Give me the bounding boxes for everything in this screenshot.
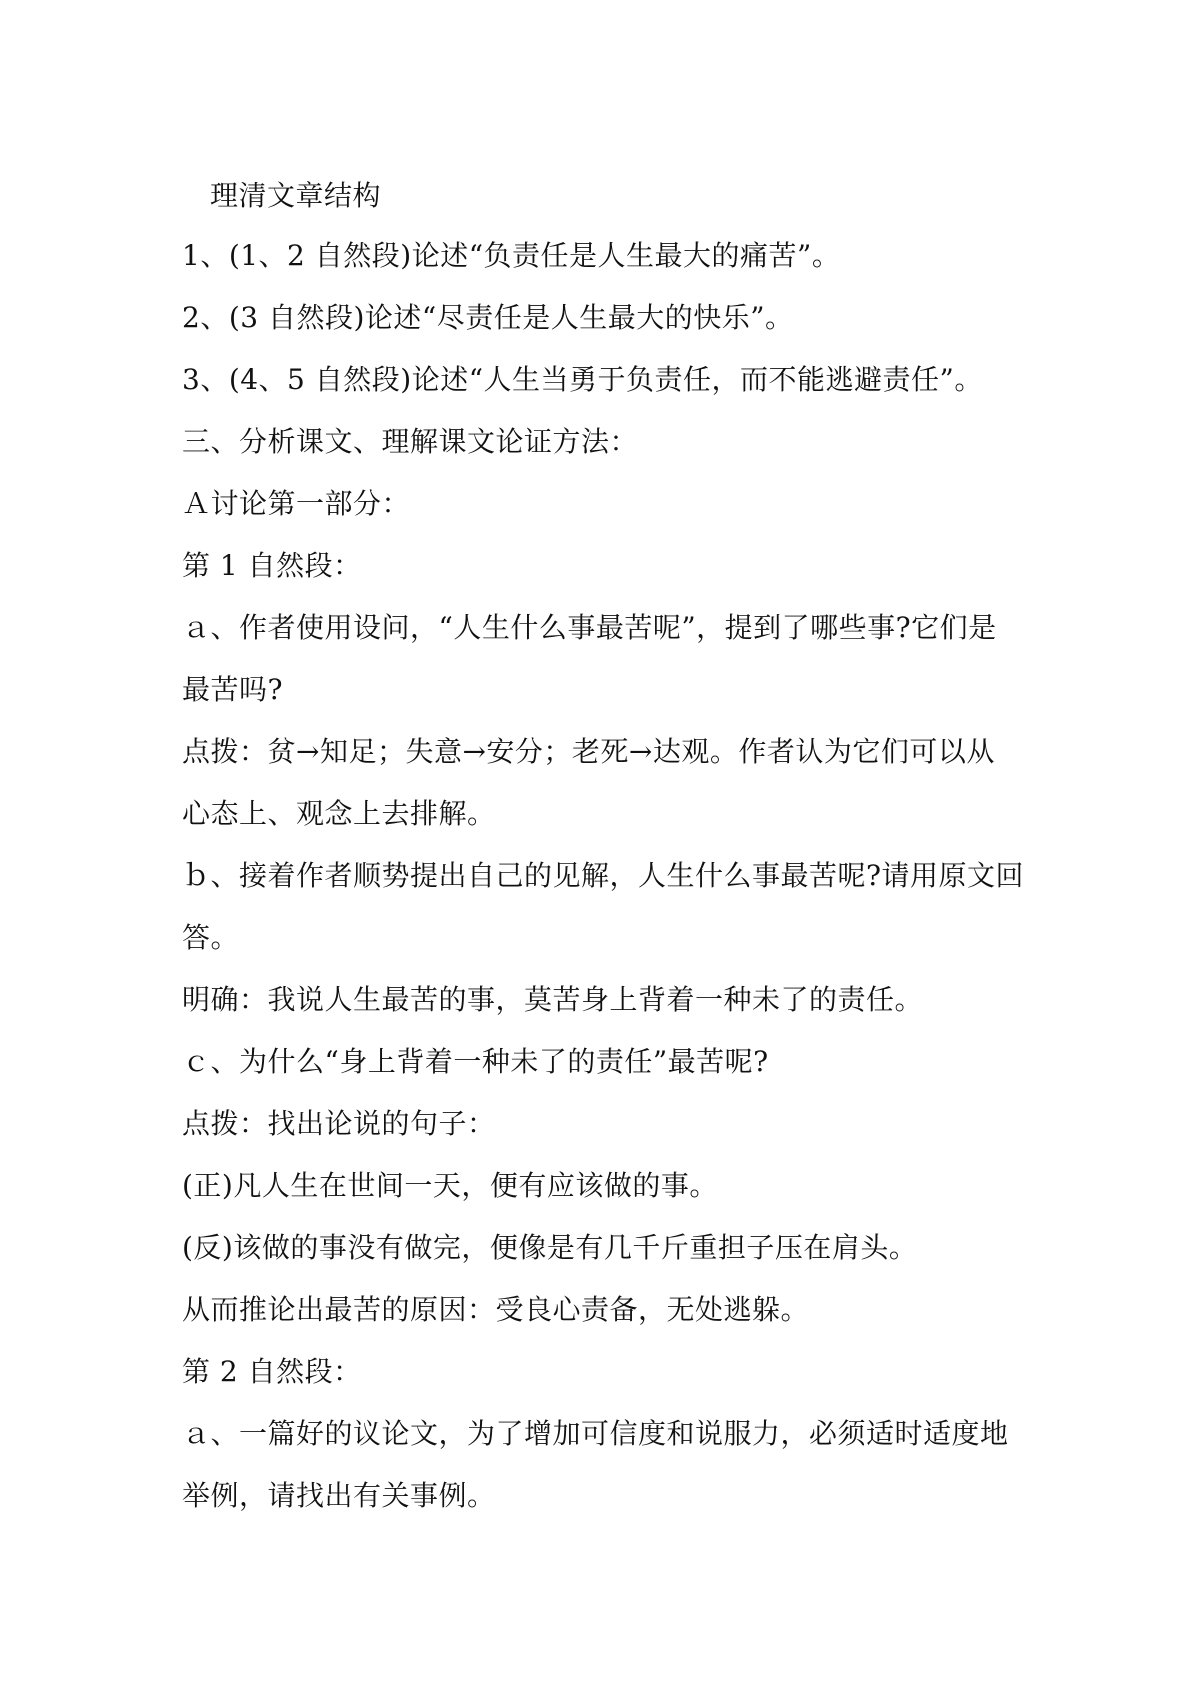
text-line: ａ、一篇好的议论文，为了增加可信度和说服力，必须适时适度地: [182, 1417, 1009, 1450]
paragraph-heading: 第 2 自然段：: [182, 1355, 362, 1388]
text-line: 2、(3 自然段)论述“尽责任是人生最大的快乐”。: [182, 301, 794, 334]
text-line: (反)该做的事没有做完，便像是有几千斤重担子压在肩头。: [182, 1231, 918, 1264]
paragraph-heading: 第 1 自然段：: [182, 549, 362, 582]
text-line: 点拨：贫→知足；失意→安分；老死→达观。作者认为它们可以从: [182, 735, 995, 768]
document-body: [182, 166, 1025, 1527]
text-line: ｃ、为什么“身上背着一种未了的责任”最苦呢?: [182, 1045, 769, 1078]
text-line: 点拨：找出论说的句子：: [182, 1107, 496, 1140]
section-heading: 理清文章结构: [210, 179, 382, 212]
text-line: 举例，请找出有关事例。: [182, 1479, 496, 1512]
text-line: 答。: [182, 921, 240, 954]
text-line: 明确：我说人生最苦的事，莫苦身上背着一种未了的责任。: [182, 983, 924, 1016]
section-heading: 三、分析课文、理解课文论证方法：: [182, 425, 639, 458]
text-line: ａ、作者使用设问，“人生什么事最苦呢”，提到了哪些事?它们是: [182, 611, 997, 644]
text-line: 1、(1、2 自然段)论述“负责任是人生最大的痛苦”。: [182, 239, 841, 272]
text-line: 3、(4、5 自然段)论述“人生当勇于负责任，而不能逃避责任”。: [182, 363, 983, 396]
subsection-heading: Ａ讨论第一部分：: [182, 487, 411, 520]
text-line: (正)凡人生在世间一天，便有应该做的事。: [182, 1169, 718, 1202]
text-line: 心态上、观念上去排解。: [182, 797, 496, 830]
text-line: ｂ、接着作者顺势提出自己的见解，人生什么事最苦呢?请用原文回: [182, 859, 1025, 892]
text-line: 最苦吗?: [182, 673, 284, 706]
text-line: 从而推论出最苦的原因：受良心责备，无处逃躲。: [182, 1293, 810, 1326]
